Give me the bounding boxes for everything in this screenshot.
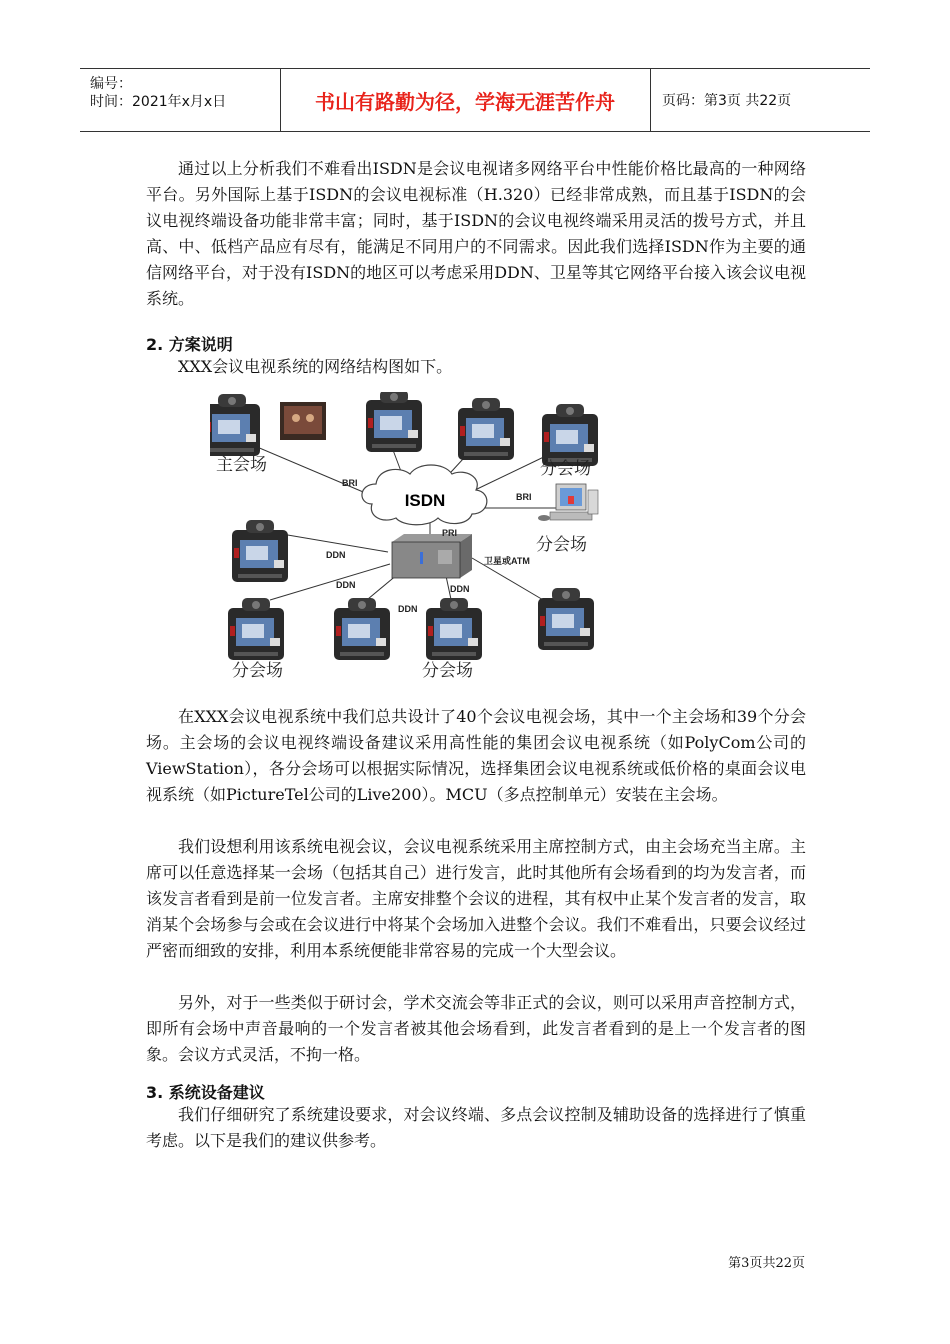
branch-terminal — [232, 520, 288, 582]
header-motto-cell — [280, 69, 651, 131]
network-diagram — [210, 392, 630, 688]
desktop-pc — [538, 484, 598, 521]
header-left-cell — [80, 69, 281, 131]
branch-terminal — [542, 404, 598, 466]
body-paragraph: 我们设想利用该系统电视会议，会议电视系统采用主席控制方式，由主会场充当主席。主席可以任意选择某一会场（包括其自己）进行发言，此时其他所有会场看到的均为发言者，而该发言者看到是前一位发言者。主席安排整个会议的进程，其有权中止某个发言者的发言，取消某个会场参与会或在会议进行中将某个会场加入进整个会议。我们不难看出，只要会议经过严密而细致的安排，利用本系统便能非常容易的完成一个大型会议。 — [146, 837, 806, 960]
main-site-label: 主会场 — [216, 455, 267, 475]
section-3-heading: 3. 系统设备建议 — [146, 1083, 265, 1102]
link-label-bri: BRI — [342, 478, 358, 488]
intro-paragraph: 通过以上分析我们不难看出ISDN是会议电视诸多网络平台中性能价格比最高的一种网络平台。另外国际上基于ISDN的会议电视标准（H.320）已经非常成熟，而且基于ISDN的会议电视终端设备功能非常丰富；同时，基于ISDN的会议电视终端采用灵活的拨号方式，并且高、中、低档产品应有尽有，能满足不同用户的不同需求。因此我们选择ISDN作为主要的通信网络平台，对于没有ISDN的地区可以考虑采用DDN、卫星等其它网络平台接入该会议电视系统。 — [146, 159, 806, 308]
branch-terminal — [458, 398, 514, 460]
branch-terminal — [366, 392, 422, 452]
branch-site-label: 分会场 — [422, 661, 473, 681]
body-paragraph: 在XXX会议电视系统中我们总共设计了40个会议电视会场，其中一个主会场和39个分会场。主会场的会议电视终端设备建议采用高性能的集团会议电视系统（如PolyCom公司的ViewStation），各分会场可以根据实际情况，选择集团会议电视系统或低价格的桌面会议电视系统（如PictureTel公司的Live200）。MCU（多点控制单元）安装在主会场。 — [146, 707, 806, 804]
link-label-ddn: DDN — [398, 604, 418, 614]
page-footer: 第3页共22页 — [728, 1256, 805, 1271]
page-label: 页码：第3页 共22页 — [662, 93, 792, 109]
branch-terminal — [334, 598, 390, 660]
time-label: 时间：2021年x月x日 — [90, 94, 227, 110]
link-label-ddn: DDN — [326, 550, 346, 560]
isdn-cloud — [362, 465, 487, 525]
page-header — [80, 68, 870, 132]
link-label-ddn: DDN — [450, 584, 470, 594]
section-3-paragraph: 我们仔细研究了系统建设要求，对会议终端、多点会议控制及辅助设备的选择进行了慎重考虑。以下是我们的建议供参考。 — [146, 1105, 806, 1150]
link-label-bri: BRI — [516, 492, 532, 502]
isdn-label: ISDN — [404, 491, 446, 510]
branch-terminal — [538, 588, 594, 650]
diagram-caption: XXX会议电视系统的网络结构图如下。 — [178, 357, 453, 376]
section-2-heading: 2. 方案说明 — [146, 335, 233, 354]
branch-site-label: 分会场 — [540, 459, 591, 479]
link-label-satellite: 卫星或ATM — [484, 556, 530, 566]
branch-site-label: 分会场 — [232, 661, 283, 681]
motto: 书山有路勤为径，学海无涯苦作舟 — [315, 89, 615, 114]
branch-site-label: 分会场 — [536, 535, 587, 555]
branch-terminal — [228, 598, 284, 660]
link-label-pri: PRI — [442, 528, 458, 538]
body-paragraph: 另外，对于一些类似于研讨会，学术交流会等非正式的会议，则可以采用声音控制方式，即所有会场中声音最响的一个发言者被其他会场看到，此发言者看到的是上一个发言者的图象。会议方式灵活，不拘一格。 — [146, 993, 806, 1064]
link-line — [250, 444, 375, 497]
mcu-device — [392, 534, 472, 578]
main-site-terminal — [210, 394, 260, 456]
main-site-screen — [280, 402, 326, 440]
link-label-ddn: DDN — [336, 580, 356, 590]
header-page-cell — [650, 69, 870, 131]
branch-terminal — [426, 598, 482, 660]
number-label: 编号： — [90, 76, 132, 92]
